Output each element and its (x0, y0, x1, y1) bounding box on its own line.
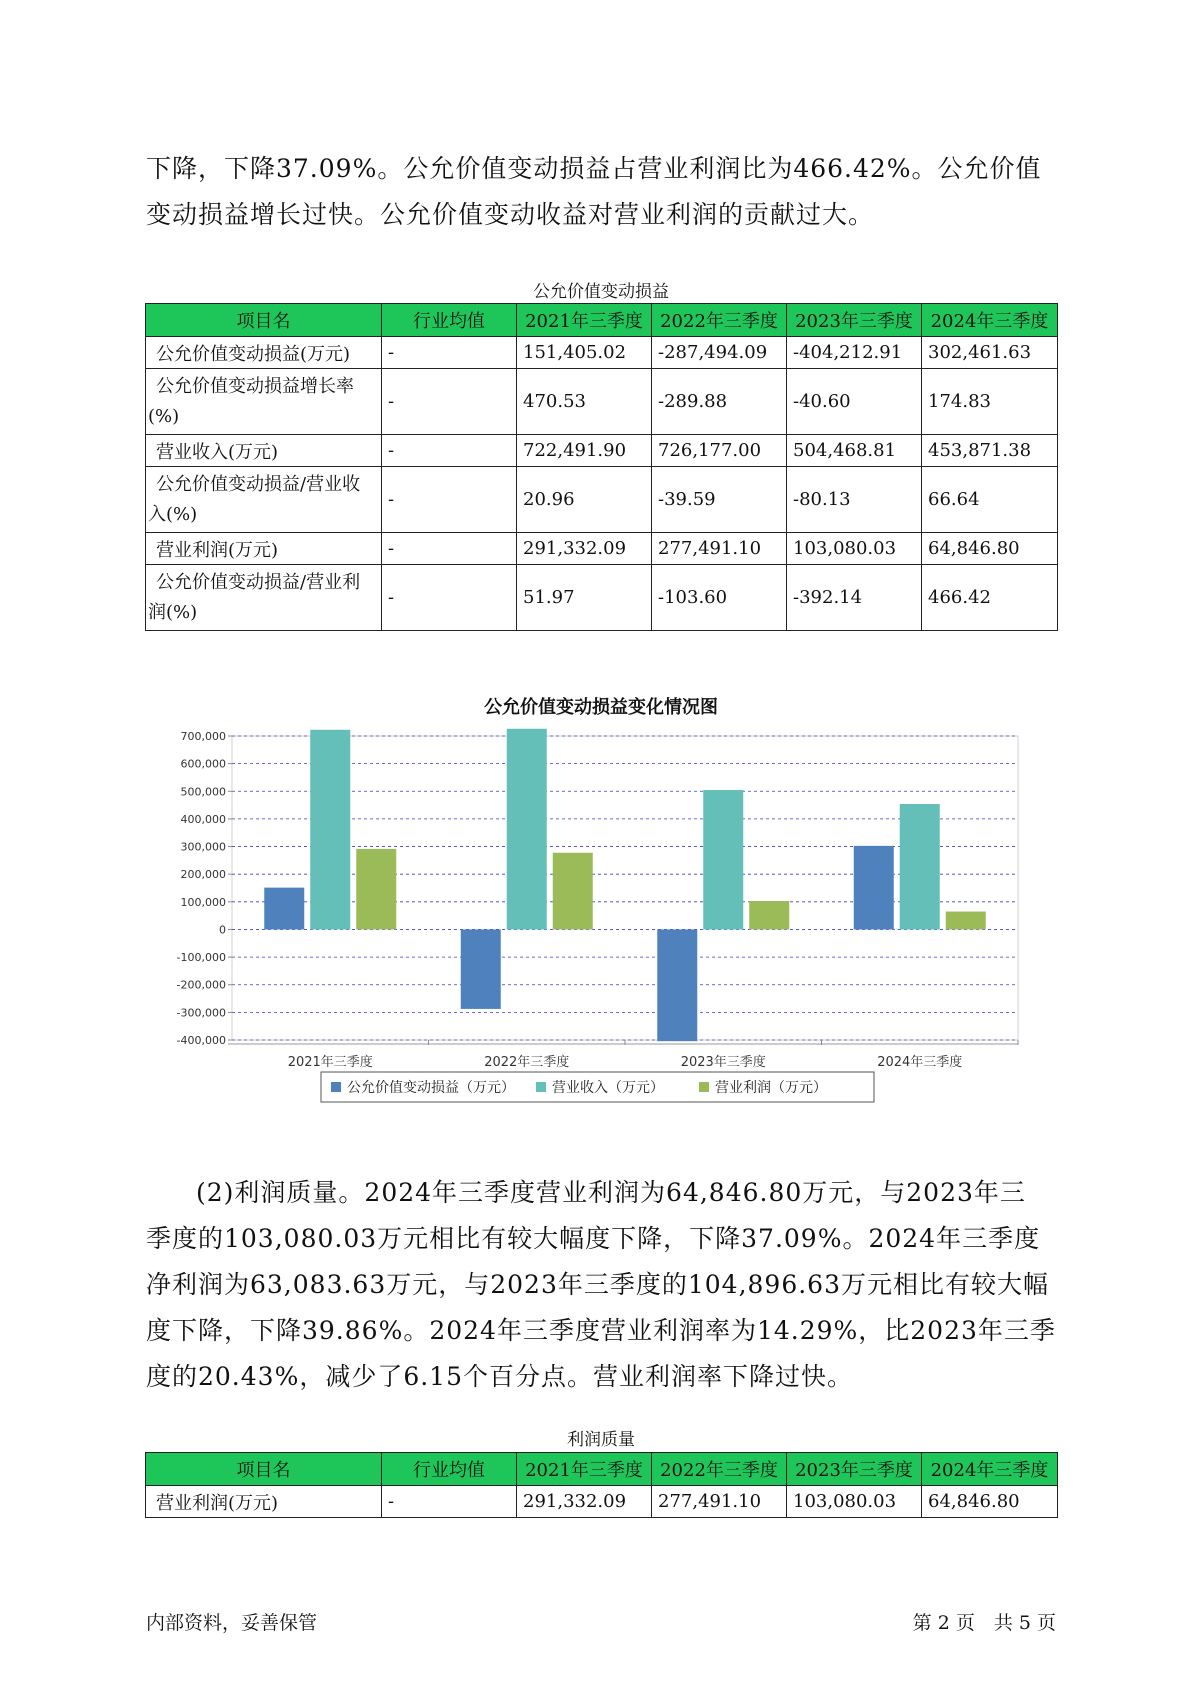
section2-line: 度下降，下降39.86%。2024年三季度营业利润率为14.29%，比2023年三季 (146, 1316, 1056, 1345)
legend-swatch (331, 1082, 341, 1092)
bar (553, 853, 593, 930)
table-cell: -392.14 (787, 565, 922, 631)
table-cell: -40.60 (787, 369, 922, 435)
bar-chart (160, 722, 1040, 1142)
chart-title: 公允价值变动损益变化情况图 (484, 697, 718, 718)
table-row (146, 533, 1058, 565)
y-tick-label: 100,000 (180, 895, 226, 909)
table-cell: - (382, 467, 517, 533)
table-cell: 174.83 (922, 369, 1058, 435)
y-tick-label: 0 (219, 923, 226, 937)
footer-left: 内部资料，妥善保管 (146, 1612, 318, 1634)
header-cell: 项目名 (146, 304, 382, 337)
profit-quality-table (145, 1452, 1058, 1518)
legend-swatch (536, 1082, 546, 1092)
header-cell: 2022年三季度 (652, 1453, 787, 1486)
y-tick-label: -300,000 (176, 1006, 226, 1020)
bar (264, 888, 304, 930)
section2-line: 季度的103,080.03万元相比有较大幅度下降，下降37.09%。2024年三季度 (146, 1224, 1041, 1253)
table-row (146, 1486, 1058, 1518)
table-cell: - (382, 369, 517, 435)
table-cell: 20.96 (517, 467, 652, 533)
header-cell: 2022年三季度 (652, 304, 787, 337)
table-cell: 291,332.09 (517, 533, 652, 565)
y-tick-label: 200,000 (180, 868, 226, 882)
table-cell: - (382, 337, 517, 369)
section2-line: 度的20.43%，减少了6.15个百分点。营业利润率下降过快。 (146, 1362, 853, 1391)
table-cell: 103,080.03 (787, 533, 922, 565)
table-cell: 151,405.02 (517, 337, 652, 369)
intro-line: 变动损益增长过快。公允价值变动收益对营业利润的贡献过大。 (146, 200, 875, 229)
bar (461, 929, 501, 1008)
table-cell: 66.64 (922, 467, 1058, 533)
intro-line: 下降，下降37.09%。公允价值变动损益占营业利润比为466.42%。公允价值 (146, 154, 1042, 183)
legend-swatch (699, 1082, 709, 1092)
table-cell: 277,491.10 (652, 533, 787, 565)
bar (946, 912, 986, 930)
table-cell: 51.97 (517, 565, 652, 631)
table-cell: 722,491.90 (517, 435, 652, 467)
y-tick-label: 700,000 (180, 730, 226, 743)
fair-value-table (145, 303, 1058, 631)
y-tick-label: -400,000 (176, 1034, 226, 1047)
table-cell: 470.53 (517, 369, 652, 435)
table-cell: -289.88 (652, 369, 787, 435)
bar (703, 790, 743, 929)
header-cell: 行业均值 (382, 304, 517, 337)
table-cell: 64,846.80 (922, 1486, 1058, 1518)
table1-caption: 公允价值变动损益 (533, 282, 669, 302)
page-number: 第 2 页 共 5 页 (912, 1612, 1056, 1634)
table-cell: - (382, 1486, 517, 1518)
header-cell: 2024年三季度 (922, 1453, 1058, 1486)
row-name: 营业利润(万元) (146, 1486, 382, 1518)
x-tick-label: 2021年三季度 (287, 1055, 373, 1070)
table-row (146, 467, 1058, 533)
table-cell: 453,871.38 (922, 435, 1058, 467)
table-cell: 302,461.63 (922, 337, 1058, 369)
bar (749, 901, 789, 929)
section2-line: 净利润为63,083.63万元，与2023年三季度的104,896.63万元相比有较大幅 (146, 1270, 1049, 1299)
table-row (146, 337, 1058, 369)
y-tick-label: -100,000 (176, 951, 226, 965)
table-cell: 103,080.03 (787, 1486, 922, 1518)
table-cell: -287,494.09 (652, 337, 787, 369)
legend-label: 公允价值变动损益（万元） (347, 1080, 515, 1096)
table-cell: 64,846.80 (922, 533, 1058, 565)
row-name: 公允价值变动损益/营业收入(%) (146, 467, 382, 533)
table-row (146, 565, 1058, 631)
header-cell: 2023年三季度 (787, 304, 922, 337)
y-tick-label: 300,000 (180, 840, 226, 854)
x-tick-label: 2024年三季度 (877, 1055, 963, 1070)
row-name: 公允价值变动损益/营业利润(%) (146, 565, 382, 631)
header-cell: 2023年三季度 (787, 1453, 922, 1486)
table-cell: -404,212.91 (787, 337, 922, 369)
header-cell: 2021年三季度 (517, 304, 652, 337)
row-name: 公允价值变动损益(万元) (146, 337, 382, 369)
table-cell: - (382, 565, 517, 631)
bar (507, 729, 547, 930)
intro-paragraph (146, 146, 1056, 238)
table-cell: -103.60 (652, 565, 787, 631)
table-header-row (146, 1453, 1058, 1486)
y-tick-label: 500,000 (180, 785, 226, 799)
legend-label: 营业收入（万元） (552, 1080, 664, 1096)
header-cell: 2021年三季度 (517, 1453, 652, 1486)
row-name: 营业收入(万元) (146, 435, 382, 467)
legend-label: 营业利润（万元） (715, 1080, 827, 1096)
y-tick-label: 400,000 (180, 812, 226, 826)
bar (356, 849, 396, 930)
header-cell: 项目名 (146, 1453, 382, 1486)
table-cell: 277,491.10 (652, 1486, 787, 1518)
table-cell: -80.13 (787, 467, 922, 533)
table-cell: - (382, 533, 517, 565)
bar (854, 846, 894, 930)
row-name: 营业利润(万元) (146, 533, 382, 565)
y-tick-label: -200,000 (176, 978, 226, 992)
table-header-row (146, 304, 1058, 337)
table-cell: 726,177.00 (652, 435, 787, 467)
table-row (146, 369, 1058, 435)
profit-quality-paragraph (146, 1170, 1056, 1400)
table-cell: 504,468.81 (787, 435, 922, 467)
table2-caption: 利润质量 (567, 1430, 635, 1450)
header-cell: 行业均值 (382, 1453, 517, 1486)
table-cell: - (382, 435, 517, 467)
bar (900, 804, 940, 929)
row-name: 公允价值变动损益增长率(%) (146, 369, 382, 435)
table-cell: -39.59 (652, 467, 787, 533)
table-cell: 466.42 (922, 565, 1058, 631)
header-cell: 2024年三季度 (922, 304, 1058, 337)
table-cell: 291,332.09 (517, 1486, 652, 1518)
x-tick-label: 2022年三季度 (484, 1055, 570, 1070)
bar (310, 730, 350, 930)
y-tick-label: 600,000 (180, 757, 226, 771)
x-tick-label: 2023年三季度 (680, 1055, 766, 1070)
bar (657, 929, 697, 1041)
section2-line: (2)利润质量。2024年三季度营业利润为64,846.80万元，与2023年三 (196, 1178, 1026, 1207)
table-row (146, 435, 1058, 467)
